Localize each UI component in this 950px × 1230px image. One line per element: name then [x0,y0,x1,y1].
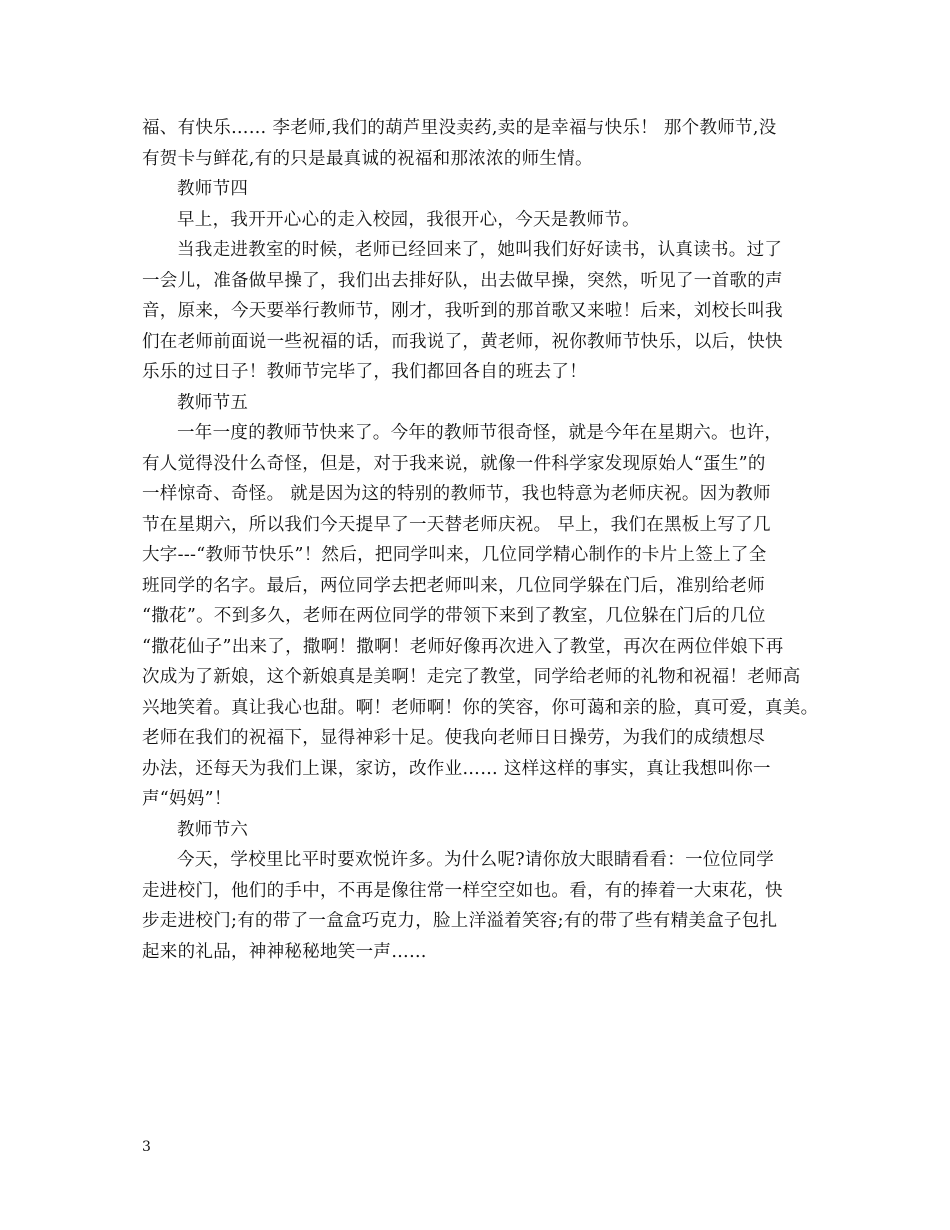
text-line: 有贺卡与鲜花,有的只是最真诚的祝福和那浓浓的师生情。 [142,148,593,169]
text-line: 福、有快乐…… 李老师,我们的葫芦里没卖药,卖的是幸福与快乐！ 那个教师节,没 [142,118,777,138]
text-line: “撒花仙子”出来了，撒啊！撒啊！老师好像再次进入了教堂，再次在两位伴娘下再 [142,636,784,657]
text-line: 们在老师前面说一些祝福的话，而我说了，黄老师，祝你教师节快乐，以后，快快 [142,331,783,352]
text-line: 一年一度的教师节快来了。今年的教师节很奇怪，就是今年在星期六。也许， [177,423,783,443]
text-line: 兴地笑着。真让我心也甜。啊！老师啊！你的笑容，你可蔼和亲的脸，真可爱，真美。 [142,697,819,718]
text-line: 音，原来，今天要举行教师节，刚才，我听到的那首歌又来啦！后来，刘校长叫我 [142,301,783,321]
text-line: 次成为了新娘，这个新娘真是美啊！走完了教堂，同学给老师的礼物和祝福！老师高 [142,667,801,687]
text-line: 大字---“教师节快乐”！然后，把同学叫来，几位同学精心制作的卡片上签上了全 [142,545,767,565]
page-number: 3 [142,1139,151,1155]
text-line: 乐乐的过日子！教师节完毕了，我们都回各自的班去了！ [142,362,587,382]
text-line: 一样惊奇、奇怪。 就是因为这的特别的教师节，我也特意为老师庆祝。因为教师 [142,484,771,504]
text-line: 今天，学校里比平时要欢悦许多。为什么呢?请你放大眼睛看看：一位位同学 [177,850,775,870]
text-line: “撒花”。不到多久，老师在两位同学的带领下来到了教室，几位躲在门后的几位 [142,606,766,626]
text-line: 办法，还每天为我们上课，家访，改作业…… 这样这样的事实，真让我想叫你一 [142,758,771,779]
document-body [142,113,817,967]
text-line: 教师节六 [177,819,249,840]
text-line: 教师节四 [177,179,249,199]
text-line: 一会儿，准备做早操了，我们出去排好队，出去做早操，突然，听见了一首歌的声 [142,270,783,291]
text-line: 声“妈妈”！ [142,789,232,809]
text-line: 早上，我开开心心的走入校园，我很开心，今天是教师节。 [177,209,640,230]
text-line: 有人觉得没什么奇怪，但是，对于我来说，就像一件科学家发现原始人“蛋生”的 [142,453,766,474]
text-line: 教师节五 [177,392,249,413]
text-line: 起来的礼品，神神秘秘地笑一声…… [142,941,427,962]
text-line: 老师在我们的祝福下，显得神彩十足。使我向老师日日操劳，为我们的成绩想尽 [142,728,765,748]
text-line: 节在星期六，所以我们今天提早了一天替老师庆祝。 早上，我们在黑板上写了几 [142,514,771,535]
text-line: 班同学的名字。最后，两位同学去把老师叫来，几位同学躲在门后，准别给老师 [142,575,765,596]
text-line: 当我走进教室的时候，老师已经回来了，她叫我们好好读书，认真读书。过了 [177,240,783,260]
text-line: 步走进校门;有的带了一盒盒巧克力，脸上洋溢着笑容;有的带了些有精美盒子包扎 [142,911,778,931]
text-line: 走进校门，他们的手中，不再是像往常一样空空如也。看，有的捧着一大束花，快 [142,880,783,901]
